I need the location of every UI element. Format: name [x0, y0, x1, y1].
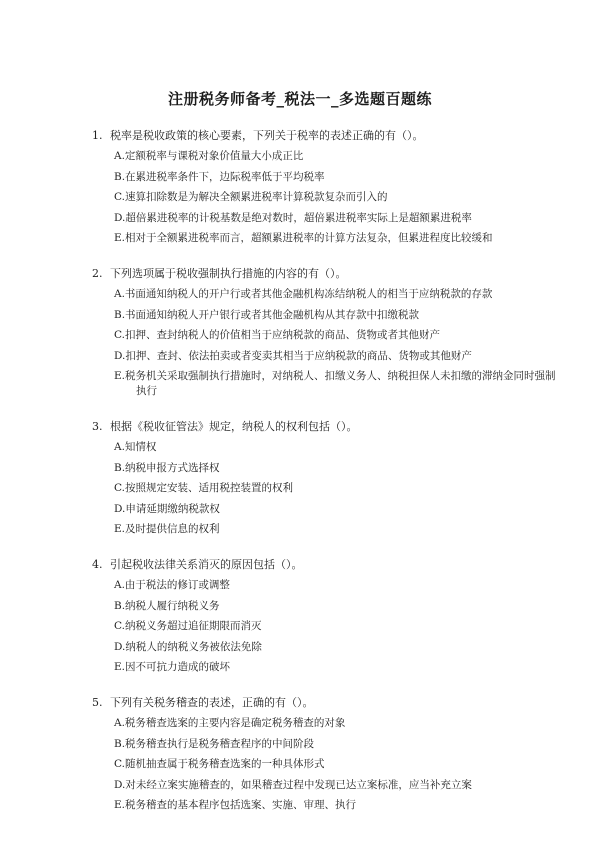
question-2 [92, 266, 556, 399]
question-text: 下列有关税务稽查的表述，正确的有（）。 [110, 696, 314, 709]
question-text: 税率是税收政策的核心要素，下列关于税率的表述正确的有（）。 [110, 129, 424, 142]
question-5 [92, 695, 532, 813]
question-stem [92, 557, 532, 573]
option-c: C.纳税义务超过追征期限而消灭 [114, 620, 262, 632]
option-list [114, 578, 532, 675]
option-a: A.知情权 [114, 441, 157, 453]
option-c: C.扣押、查封纳税人的价值相当于应纳税款的商品、货物或者其他财产 [114, 329, 440, 341]
option-b: B.纳税人履行纳税义务 [114, 599, 220, 612]
option-d: D.对未经立案实施稽查的，如果稽查过程中发现已达立案标准，应当补充立案 [114, 778, 472, 791]
option-a: A.定额税率与课税对象价值量大小成正比 [114, 150, 304, 162]
option-d: D.扣押、查封、依法拍卖或者变卖其相当于应纳税款的商品、货物或其他财产 [114, 349, 472, 362]
question-stem [92, 419, 532, 435]
option-d: D.申请延期缴纳税款权 [114, 502, 220, 515]
option-b: B.纳税申报方式选择权 [114, 461, 220, 474]
option-list [114, 716, 532, 813]
question-number: 3. [92, 420, 103, 433]
option-d: D.纳税人的纳税义务被依法免除 [114, 640, 262, 653]
question-text: 根据《税收征管法》规定，纳税人的权利包括（）。 [110, 420, 358, 433]
question-text: 下列选项属于税收强制执行措施的内容的有（）。 [110, 267, 347, 280]
question-stem [92, 695, 532, 711]
option-e: E.因不可抗力造成的破坏 [114, 661, 231, 673]
option-c: C.随机抽查属于税务稽查选案的一种具体形式 [114, 758, 325, 770]
option-e: E.相对于全额累进税率而言，超额累进税率的计算方法复杂，但累进程度比较缓和 [114, 232, 493, 244]
question-stem [92, 128, 532, 144]
question-list [92, 128, 556, 833]
option-list [114, 287, 556, 399]
question-stem [92, 266, 532, 282]
question-number: 5. [92, 696, 103, 709]
option-e: E.及时提供信息的权利 [114, 523, 220, 535]
question-text: 引起税收法律关系消灭的原因包括（）。 [110, 558, 303, 571]
option-a: A.书面通知纳税人的开户行或者其他金融机构冻结纳税人的相当于应纳税款的存款 [114, 288, 493, 300]
document-title: 注册税务师备考_税法一_多选题百题练 [167, 90, 432, 108]
option-e: E.税务稽查的基本程序包括选案、实施、审理、执行 [114, 799, 357, 811]
option-a: A.由于税法的修订或调整 [114, 579, 230, 591]
option-c: C.按照规定安装、适用税控装置的权利 [114, 482, 293, 494]
question-4 [92, 557, 532, 675]
option-c: C.速算扣除数是为解决全额累进税率计算税款复杂而引入的 [114, 191, 388, 203]
question-number: 2. [92, 267, 103, 280]
question-number: 4. [92, 558, 103, 571]
option-b: B.税务稽查执行是税务稽查程序的中间阶段 [114, 737, 315, 750]
option-d: D.超倍累进税率的计税基数是绝对数时，超倍累进税率实际上是超额累进税率 [114, 211, 472, 224]
option-e: E.税务机关采取强制执行措施时，对纳税人、扣缴义务人、纳税担保人未扣缴的滞纳金同时强制执行 [114, 370, 556, 397]
option-list [114, 440, 532, 537]
question-1 [92, 128, 532, 246]
question-3 [92, 419, 532, 537]
question-number: 1. [92, 129, 103, 142]
option-b: B.书面通知纳税人开户银行或者其他金融机构从其存款中扣缴税款 [114, 308, 420, 321]
option-a: A.税务稽查选案的主要内容是确定税务稽查的对象 [114, 717, 346, 729]
option-b: B.在累进税率条件下，边际税率低于平均税率 [114, 170, 325, 183]
option-list [114, 149, 532, 246]
